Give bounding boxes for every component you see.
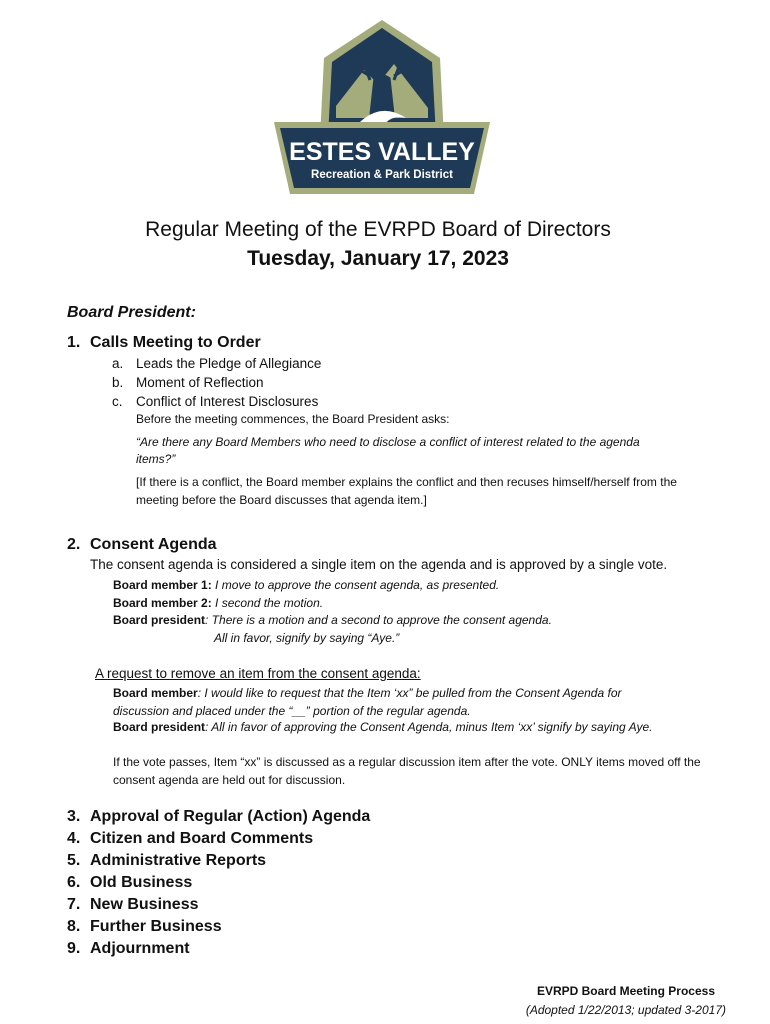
section-2-heading bbox=[67, 536, 217, 554]
vote-note: If the vote passes, Item “xx” is discussed as a regular discussion item after the vote. ONLY items moved off the consent agenda are held out for discussion. bbox=[113, 755, 701, 787]
speaker: Board president bbox=[113, 613, 206, 627]
speaker: Board member 1: bbox=[113, 578, 212, 592]
speaker: Board member 2: bbox=[113, 596, 212, 610]
agenda-item bbox=[67, 830, 313, 848]
conflict-instructions: [If there is a conflict, the Board member explains the conflict and then recuses himself/herself from the meeting before the Board discusses that agenda item.] bbox=[136, 475, 677, 507]
consent-intro: The consent agenda is considered a single item on the agenda and is approved by a single vote. bbox=[90, 557, 668, 572]
section-title: Administrative Reports bbox=[90, 852, 267, 869]
line-text: : All in favor of approving the Consent Agenda, minus Item ‘xx’ signify by saying Aye. bbox=[205, 720, 653, 734]
speaker: Board member bbox=[113, 686, 198, 700]
section-number: 9. bbox=[67, 940, 81, 957]
agenda-item bbox=[67, 940, 190, 958]
script-line bbox=[113, 684, 673, 720]
item-text: Leads the Pledge of Allegiance bbox=[136, 356, 322, 371]
item-label: c. bbox=[112, 394, 123, 409]
agenda-item bbox=[67, 808, 370, 826]
section-1-heading bbox=[67, 334, 261, 352]
section-title: Calls Meeting to Order bbox=[90, 334, 261, 351]
line-text: : I would like to request that the Item ‘xx” be pulled from the Consent Agenda for discussion and placed under the “__” portion of the regular agenda. bbox=[113, 686, 622, 718]
section-title: Adjournment bbox=[90, 940, 190, 957]
section-title: Old Business bbox=[90, 874, 193, 891]
section-number: 5. bbox=[67, 852, 81, 869]
list-item bbox=[112, 375, 264, 390]
script-line bbox=[113, 596, 323, 610]
section-title: Approval of Regular (Action) Agenda bbox=[90, 808, 371, 825]
all-in-favor: All in favor, signify by saying “Aye.” bbox=[214, 631, 400, 645]
section-number: 6. bbox=[67, 874, 81, 891]
script-line bbox=[113, 720, 652, 734]
section-number: 2. bbox=[67, 536, 81, 553]
line-text: I second the motion. bbox=[215, 596, 324, 610]
agenda-item bbox=[67, 852, 266, 870]
section-title: Citizen and Board Comments bbox=[90, 830, 314, 847]
section-title: Consent Agenda bbox=[90, 536, 217, 553]
agenda-item bbox=[67, 918, 222, 936]
section-number: 7. bbox=[67, 896, 81, 913]
list-item bbox=[112, 394, 318, 409]
district-logo bbox=[274, 18, 490, 194]
conflict-question: “Are there any Board Members who need to disclose a conflict of interest related to the agenda items?” bbox=[136, 435, 640, 466]
section-title: Further Business bbox=[90, 918, 222, 935]
meeting-date: Tuesday, January 17, 2023 bbox=[247, 247, 509, 270]
item-text: Moment of Reflection bbox=[136, 375, 264, 390]
item-text: Conflict of Interest Disclosures bbox=[136, 394, 319, 409]
role-heading: Board President: bbox=[67, 304, 196, 321]
remove-item-heading: A request to remove an item from the consent agenda: bbox=[95, 666, 421, 681]
section-title: New Business bbox=[90, 896, 199, 913]
line-text: I move to approve the consent agenda, as presented. bbox=[215, 578, 500, 592]
speaker: Board president bbox=[113, 720, 206, 734]
script-line bbox=[113, 578, 499, 592]
agenda-item bbox=[67, 896, 198, 914]
footer-title: EVRPD Board Meeting Process bbox=[536, 984, 715, 998]
item-label: b. bbox=[112, 375, 124, 390]
section-number: 3. bbox=[67, 808, 81, 825]
logo-subtitle: Recreation & Park District bbox=[311, 169, 453, 181]
footer-note: (Adopted 1/22/2013; updated 3-2017) bbox=[525, 1003, 726, 1017]
agenda-item bbox=[67, 874, 192, 892]
line-text: : There is a motion and a second to approve the consent agenda. bbox=[205, 613, 552, 627]
conflict-intro: Before the meeting commences, the Board President asks: bbox=[136, 412, 450, 426]
section-number: 1. bbox=[67, 334, 81, 351]
list-item bbox=[112, 356, 321, 371]
script-line bbox=[113, 613, 552, 627]
section-number: 4. bbox=[67, 830, 81, 847]
logo-name: ESTES VALLEY bbox=[289, 138, 475, 166]
item-label: a. bbox=[112, 356, 124, 371]
section-number: 8. bbox=[67, 918, 81, 935]
meeting-title: Regular Meeting of the EVRPD Board of Directors bbox=[145, 218, 611, 241]
